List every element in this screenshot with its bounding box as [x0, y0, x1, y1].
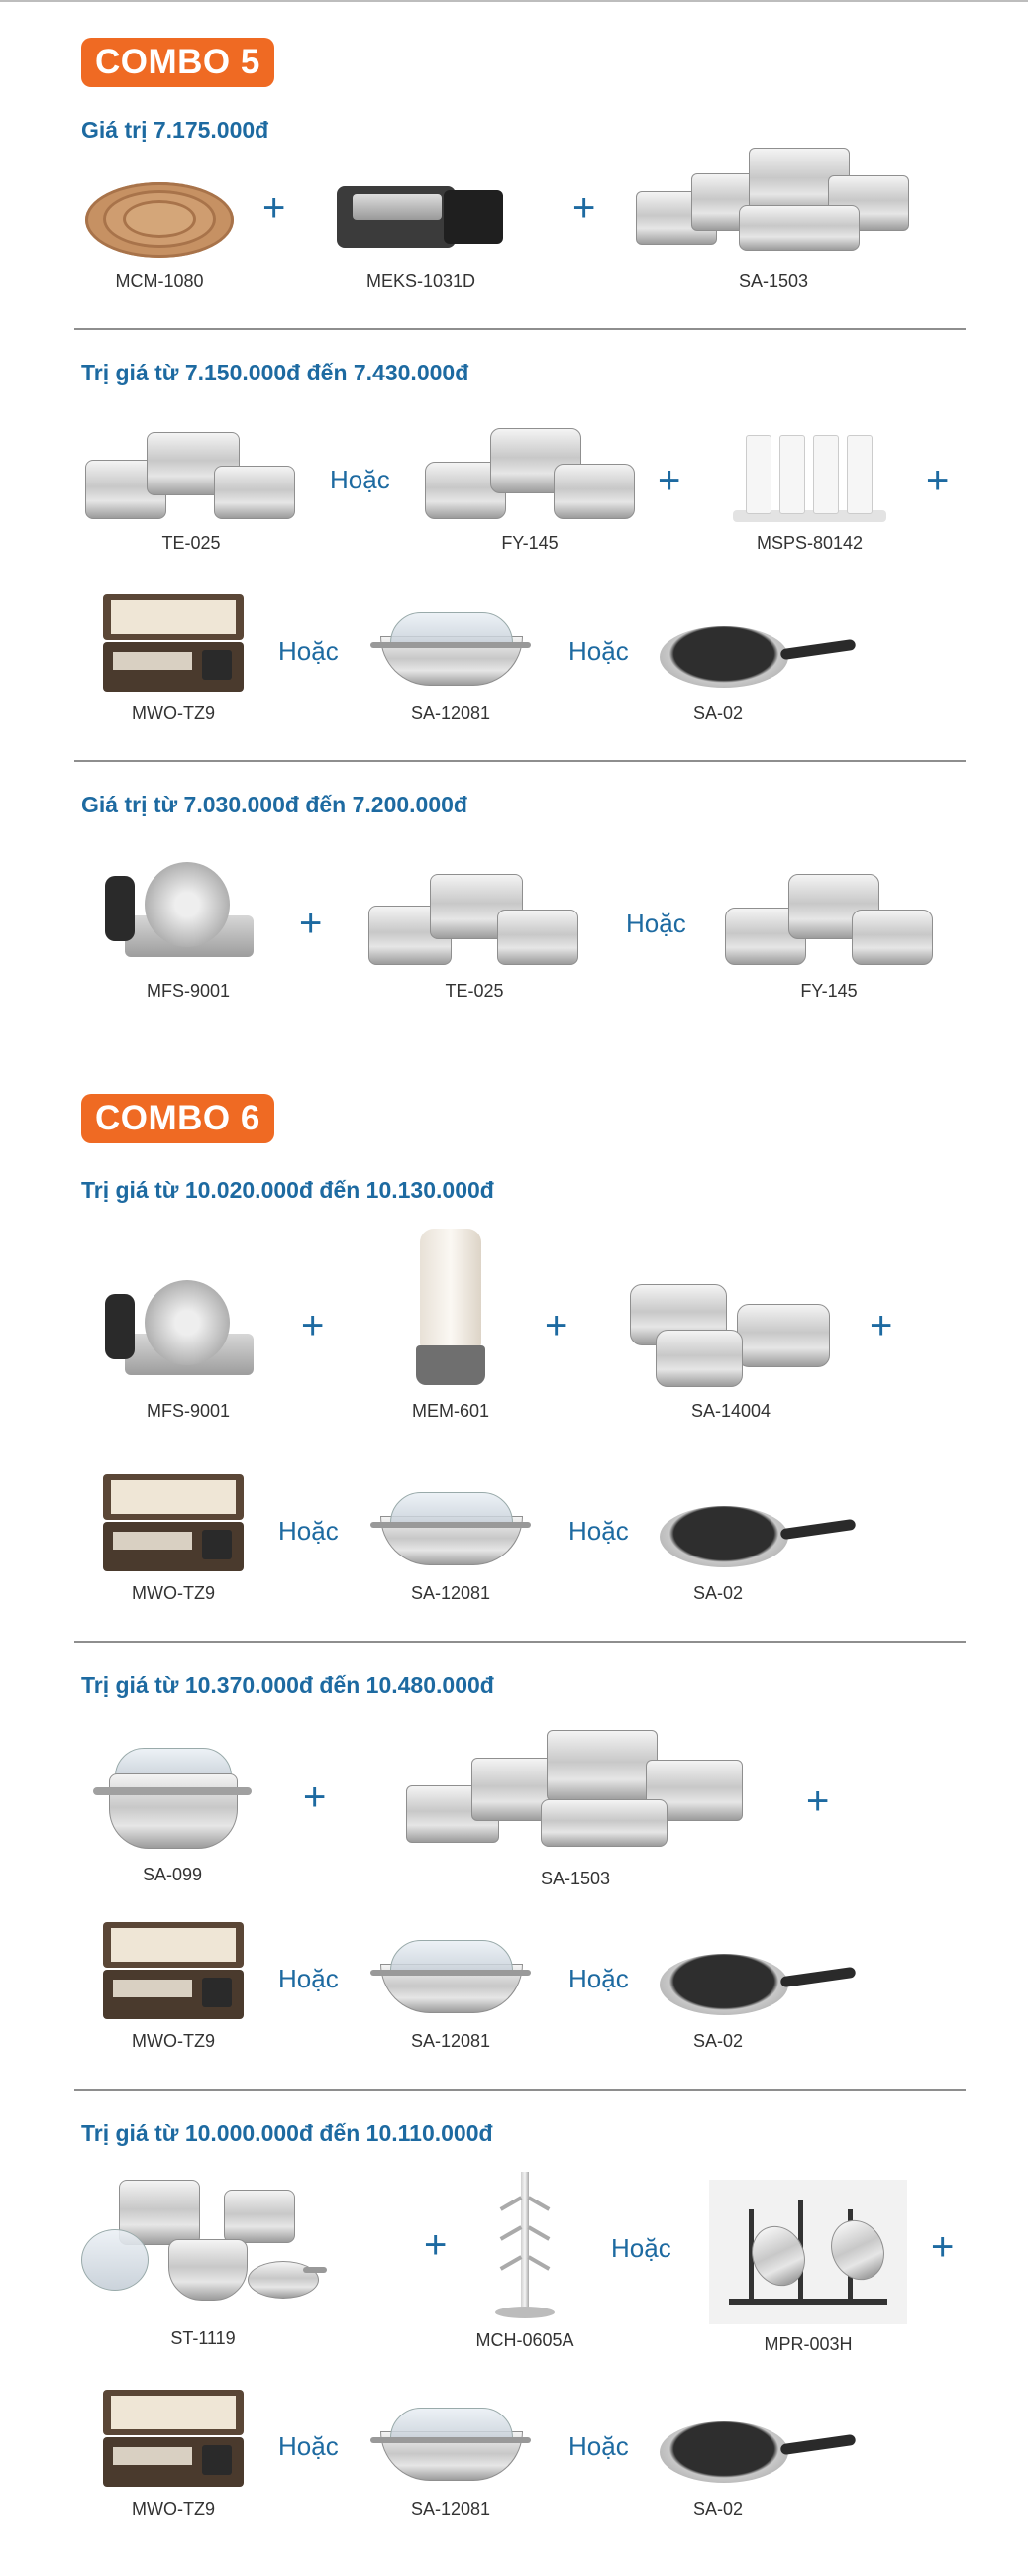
wok-image: [370, 2404, 531, 2485]
wine-opener-box-image: [103, 1922, 244, 2019]
product-code: SA-1503: [738, 271, 809, 291]
or-label: Hoặc: [568, 2431, 629, 2461]
product-code: MCM-1080: [115, 271, 204, 291]
product-code: SA-12081: [410, 2499, 491, 2519]
product-mem-601[interactable]: [396, 1227, 505, 1431]
mug-tree-image: [485, 2172, 565, 2320]
product-code: SA-1503: [540, 1869, 611, 1888]
product-mwo-tz9[interactable]: [99, 590, 248, 729]
product-sa-12081[interactable]: [366, 2398, 535, 2524]
section-divider: [74, 1641, 966, 1643]
food-slicer-image: [105, 856, 263, 965]
knife-sharpener-image: [337, 176, 505, 256]
plus-icon: +: [303, 1775, 327, 1819]
or-label: Hoặc: [278, 2431, 339, 2461]
product-mwo-tz9[interactable]: [99, 1918, 248, 2057]
stockpot-image: [93, 1748, 252, 1851]
product-code: MPR-003H: [764, 2334, 853, 2354]
product-code: FY-145: [501, 533, 559, 553]
product-code: MSPS-80142: [756, 533, 864, 553]
product-code: MWO-TZ9: [132, 703, 215, 723]
product-mfs-9001[interactable]: [99, 1272, 277, 1431]
food-slicer-image: [105, 1274, 263, 1383]
or-label: Hoặc: [626, 909, 686, 938]
pot-set-image: [626, 1270, 836, 1387]
product-code: MWO-TZ9: [132, 2031, 215, 2051]
plus-icon: +: [262, 186, 286, 230]
combo6-group1-title: Trị giá từ 10.020.000đ đến 10.130.000đ: [81, 1177, 494, 1203]
product-sa-12081[interactable]: [366, 1930, 535, 2057]
wine-opener-box-image: [103, 2390, 244, 2487]
product-mfs-9001[interactable]: [99, 854, 277, 1008]
product-te-025[interactable]: [366, 864, 582, 1008]
frying-pan-image: [660, 616, 858, 692]
product-code: SA-14004: [690, 1401, 771, 1421]
product-te-025[interactable]: [81, 416, 301, 560]
product-mch-0605a[interactable]: [465, 2170, 584, 2360]
wok-image: [370, 608, 531, 690]
pot-set-image: [425, 422, 635, 521]
plus-icon: +: [870, 1304, 893, 1347]
plus-icon: +: [424, 2223, 448, 2267]
plus-icon: +: [299, 902, 323, 945]
or-label: Hoặc: [568, 1964, 629, 1993]
product-mcm-1080[interactable]: [81, 168, 238, 297]
product-code: SA-02: [692, 2499, 744, 2519]
product-code: MWO-TZ9: [132, 1583, 215, 1603]
product-code: MEM-601: [411, 1401, 490, 1421]
product-mpr-003h[interactable]: [709, 2180, 919, 2360]
pot-set-image: [368, 868, 580, 967]
cookware-set-image: [402, 1724, 749, 1851]
or-label: Hoặc: [278, 636, 339, 666]
product-code: SA-02: [692, 2031, 744, 2051]
product-fy-145[interactable]: [421, 416, 639, 560]
product-code: SA-099: [142, 1865, 203, 1884]
pot-set-image: [85, 422, 297, 521]
frying-pan-image: [660, 1496, 858, 1571]
product-sa-099[interactable]: [87, 1746, 257, 1892]
top-border: [0, 0, 1028, 2]
product-sa-12081[interactable]: [366, 1482, 535, 1609]
or-label: Hoặc: [568, 1516, 629, 1546]
product-meks-1031d[interactable]: [327, 168, 515, 297]
section-divider: [74, 760, 966, 762]
combo5-group2-title: Trị giá từ 7.150.000đ đến 7.430.000đ: [81, 360, 469, 385]
product-code: FY-145: [800, 981, 858, 1001]
product-sa-02[interactable]: [654, 1942, 857, 2057]
frying-pan-image: [660, 1944, 858, 2019]
cookware-set-image: [630, 134, 917, 258]
or-label: Hoặc: [278, 1964, 339, 1993]
or-label: Hoặc: [330, 465, 390, 494]
product-code: SA-12081: [410, 703, 491, 723]
product-code: MWO-TZ9: [132, 2499, 215, 2519]
plus-icon: +: [926, 459, 950, 502]
product-mwo-tz9[interactable]: [99, 1470, 248, 1609]
product-sa-02[interactable]: [654, 614, 857, 729]
product-code: ST-1119: [170, 2328, 236, 2348]
pan-rack-image: [709, 2180, 907, 2324]
product-code: MCH-0605A: [475, 2330, 574, 2350]
wok-image: [370, 1936, 531, 2017]
plus-icon: +: [658, 459, 681, 502]
wine-opener-box-image: [103, 594, 244, 692]
section-divider: [74, 2089, 966, 2091]
product-code: SA-12081: [410, 1583, 491, 1603]
wok-image: [370, 1488, 531, 1569]
product-sa-1503[interactable]: [630, 134, 917, 297]
plus-icon: +: [545, 1304, 568, 1347]
product-code: MEKS-1031D: [365, 271, 476, 291]
frying-pan-image: [660, 2412, 858, 2487]
product-mwo-tz9[interactable]: [99, 2386, 248, 2524]
combo5-group1-title: Giá trị 7.175.000đ: [81, 117, 269, 143]
product-sa-02[interactable]: [654, 2410, 857, 2524]
combo-6-badge: COMBO 6: [81, 1094, 274, 1143]
or-label: Hoặc: [568, 636, 629, 666]
combo6-group3-title: Trị giá từ 10.000.000đ đến 10.110.000đ: [81, 2120, 493, 2146]
spice-rack-image: [728, 435, 891, 524]
product-msps-80142[interactable]: [728, 431, 891, 560]
plus-icon: +: [931, 2225, 955, 2269]
product-sa-12081[interactable]: [366, 602, 535, 729]
product-fy-145[interactable]: [721, 864, 937, 1008]
product-sa-1503[interactable]: [402, 1724, 749, 1894]
cookware-set-image: [79, 2176, 327, 2314]
section-divider: [74, 328, 966, 330]
product-code: SA-02: [692, 703, 744, 723]
product-code: SA-02: [692, 1583, 744, 1603]
cork-trivet-image: [85, 176, 234, 260]
product-code: MFS-9001: [146, 981, 231, 1001]
product-code: TE-025: [161, 533, 221, 553]
plus-icon: +: [301, 1304, 325, 1347]
combo6-group2-title: Trị giá từ 10.370.000đ đến 10.480.000đ: [81, 1672, 494, 1698]
product-sa-02[interactable]: [654, 1494, 857, 1609]
product-st-1119[interactable]: [79, 2176, 327, 2360]
combo5-group3-title: Giá trị từ 7.030.000đ đến 7.200.000đ: [81, 792, 467, 817]
product-code: TE-025: [445, 981, 504, 1001]
or-label: Hoặc: [278, 1516, 339, 1546]
product-code: SA-12081: [410, 2031, 491, 2051]
combo-5-badge: COMBO 5: [81, 38, 274, 87]
plus-icon: +: [806, 1779, 830, 1823]
product-sa-14004[interactable]: [622, 1268, 840, 1431]
wine-opener-box-image: [103, 1474, 244, 1571]
plus-icon: +: [572, 186, 596, 230]
pot-set-image: [725, 868, 933, 967]
product-code: MFS-9001: [146, 1401, 231, 1421]
or-label: Hoặc: [611, 2233, 671, 2263]
electric-mill-image: [416, 1229, 485, 1387]
